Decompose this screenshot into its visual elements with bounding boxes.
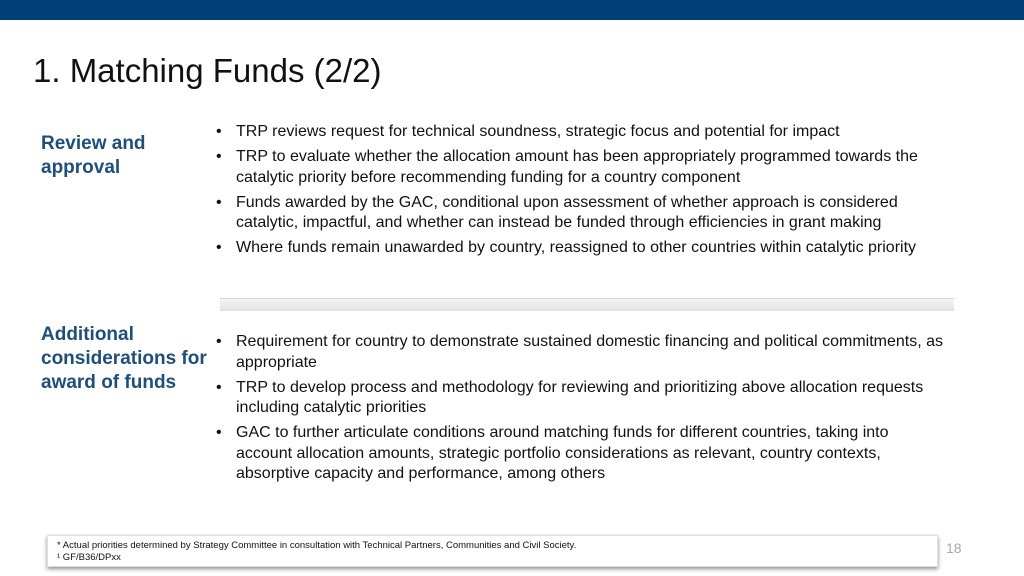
section-divider <box>220 298 954 311</box>
bullet-item: • TRP to evaluate whether the allocation amount has been appropriately programmed towards the catalytic priority before recommending funding for a country component <box>216 147 946 188</box>
slide-title: 1. Matching Funds (2/2) <box>33 52 382 89</box>
page-number: 18 <box>946 540 962 556</box>
footnote-line-reference: ¹ GF/B36/DPxx <box>57 552 121 563</box>
bullet-item: • TRP to develop process and methodology for reviewing and prioritizing above allocation requests including catalytic priorities <box>216 378 946 419</box>
section-label-review-approval: Review and approval <box>41 133 146 178</box>
bullet-item: • TRP reviews request for technical soundness, strategic focus and potential for impact <box>216 122 946 143</box>
footnote-box <box>47 535 938 567</box>
bullet-item: • Funds awarded by the GAC, conditional upon assessment of whether approach is considered catalytic, impactful, and whether can instead be funded through efficiencies in grant making <box>216 193 946 234</box>
bullet-item: • Where funds remain unawarded by country, reassigned to other countries within catalytic priority <box>216 238 946 259</box>
bullet-item: • GAC to further articulate conditions around matching funds for different countries, taking into account allocation amounts, strategic portfolio considerations as relevant, country contexts, absorptive capacity and performance, among others <box>216 423 946 485</box>
section-label-additional-considerations: Additional considerations for award of funds <box>41 324 207 393</box>
bullet-item: • Requirement for country to demonstrate sustained domestic financing and political commitments, as appropriate <box>216 332 946 373</box>
review-approval-bullet-list <box>216 122 946 263</box>
additional-considerations-bullet-list <box>216 332 946 489</box>
footnote-line-priorities: * Actual priorities determined by Strategy Committee in consultation with Technical Partners, Communities and Civil Society. <box>57 540 577 551</box>
top-banner-bar <box>0 0 1024 20</box>
